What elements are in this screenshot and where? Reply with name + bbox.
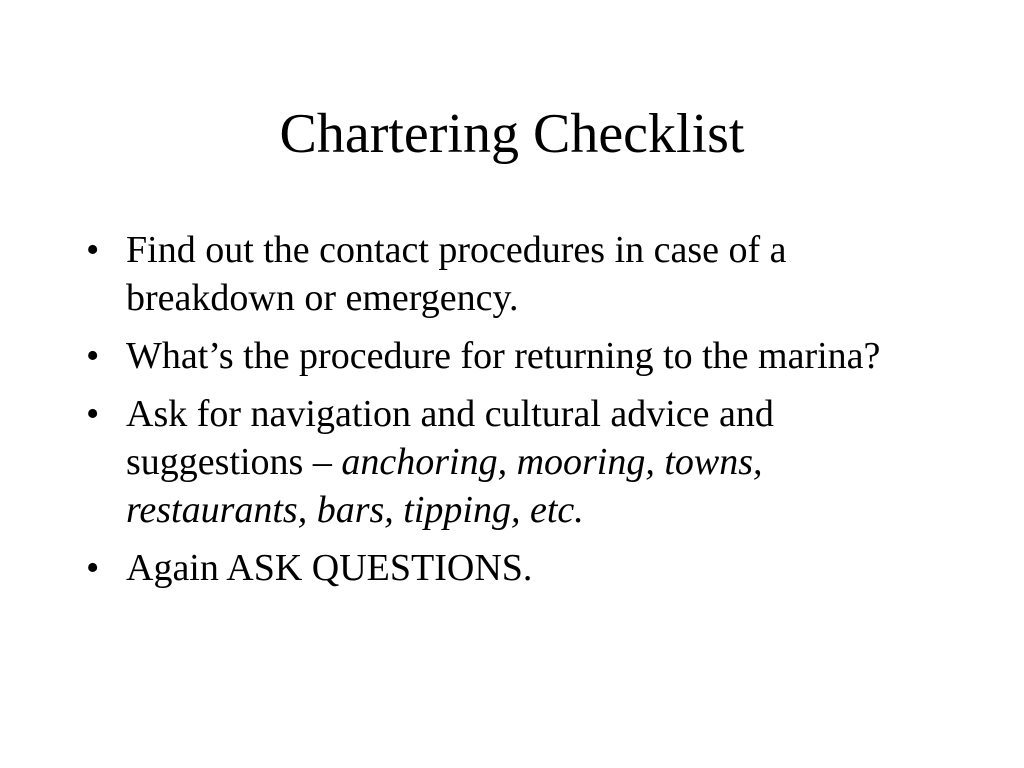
bullet-text: Ask for navigation and cultural advice and suggestions – — [126, 393, 774, 483]
bullet-icon: • — [86, 547, 100, 589]
slide-title: Chartering Checklist — [279, 103, 745, 165]
bullet-text: Again ASK QUESTIONS. — [126, 547, 533, 589]
bullet-icon: • — [86, 229, 100, 271]
bullet-icon: • — [86, 393, 100, 435]
bullet-text: Find out the contact procedures in case of a breakdown or emergency. — [126, 229, 787, 319]
bullet-item — [86, 332, 946, 380]
bullet-item — [86, 390, 946, 534]
bullet-icon: • — [86, 335, 100, 377]
bullet-list — [86, 226, 946, 602]
bullet-text: What’s the procedure for returning to the marina? — [126, 335, 881, 377]
bullet-italic-text: anchoring, mooring, towns, restaurants, bars, tipping, etc. — [126, 441, 763, 531]
bullet-item — [86, 544, 946, 592]
bullet-item — [86, 226, 946, 322]
